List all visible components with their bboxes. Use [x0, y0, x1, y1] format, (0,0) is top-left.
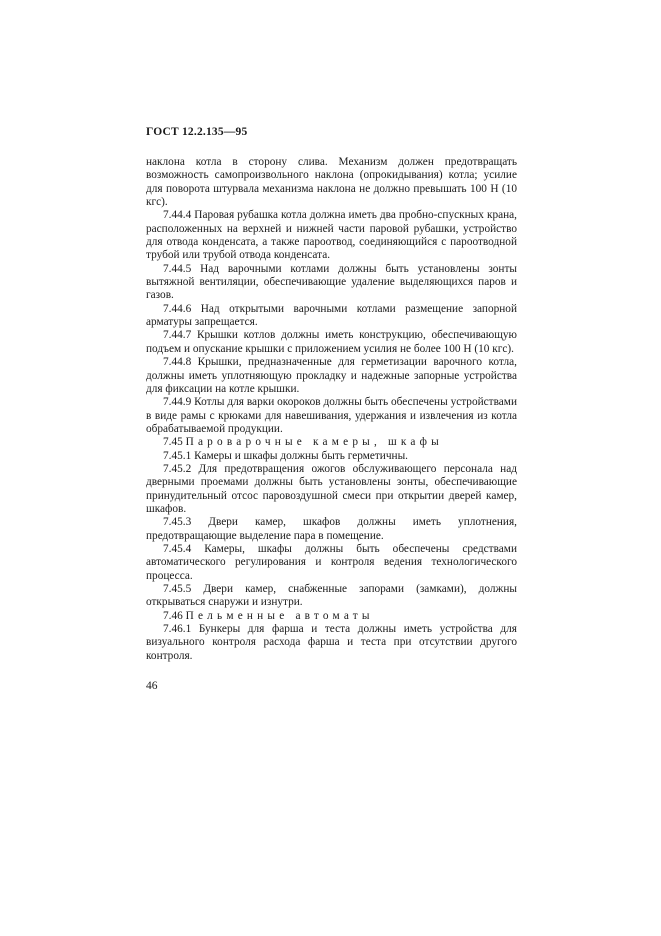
- paragraph-7-45-1: 7.45.1 Камеры и шкафы должны быть герметичны.: [163, 449, 408, 462]
- section-heading-7-45: [146, 436, 517, 449]
- section-number: 7.45: [163, 436, 183, 449]
- page-number: 46: [146, 680, 158, 692]
- section-heading-7-46: [146, 610, 517, 623]
- paragraph-7-44-9: 7.44.9 Котлы для варки окороков должны быть обеспечены устройствами в виде рамы с крюками для навешивания, удержания и извлечения из котла обрабатываемой продукции.: [146, 396, 517, 435]
- paragraph-7-45-2: 7.45.2 Для предотвращения ожогов обслуживающего персонала над дверными проемами должны быть установлены зонты, обеспечивающие принудительный отсос паровоздушной смеси при открытии дверей камер, шкафов.: [146, 462, 517, 515]
- paragraph-continuation: наклона котла в сторону слива. Механизм должен предотвращать возможность самопроизвольного наклона (опрокидывания) котла; усилие для поворота штурвала механизма наклона не должно превышать 100 Н (10 кгс).: [146, 156, 517, 209]
- paragraph-7-45-3: 7.45.3 Двери камер, шкафов должны иметь уплотнения, предотвращающие выделение пара в помещение.: [146, 516, 517, 542]
- paragraph-7-46-1: 7.46.1 Бункеры для фарша и теста должны иметь устройства для визуального контроля расхода фарша и теста при отсутствии другого контроля.: [146, 623, 517, 662]
- document-header: ГОСТ 12.2.135—95: [146, 126, 248, 138]
- section-title: Пароварочные камеры, шкафы: [185, 436, 443, 449]
- paragraph-7-44-8: 7.44.8 Крышки, предназначенные для герметизации варочного котла, должны иметь уплотняющую прокладку и надежные запорные устройства для фиксации на котле крышки.: [146, 356, 517, 395]
- paragraph-7-44-5: 7.44.5 Над варочными котлами должны быть установлены зонты вытяжной вентиляции, обеспечивающие удаление выделяющихся паров и газов.: [146, 262, 517, 302]
- paragraph-7-44-6: 7.44.6 Над открытыми варочными котлами размещение запорной арматуры запрещается.: [146, 302, 517, 329]
- body-text: [146, 156, 517, 663]
- section-number: 7.46: [163, 609, 183, 622]
- section-title: Пельменные автоматы: [185, 609, 374, 622]
- paragraph-7-44-4: 7.44.4 Паровая рубашка котла должна иметь два пробно-спускных крана, расположенных на верхней и нижней части паровой рубашки, устройство для отвода конденсата, а также пароотвод, соединяющийся с пароотводной трубой или трубой отвода конденсата.: [146, 209, 517, 262]
- paragraph-7-45-5: 7.45.5 Двери камер, снабженные запорами (замками), должны открываться снаружи и изнутри.: [146, 583, 517, 609]
- paragraph-7-44-7: 7.44.7 Крышки котлов должны иметь конструкцию, обеспечивающую подъем и опускание крышки с приложением усилия не более 100 Н (10 кгс).: [146, 329, 517, 355]
- paragraph-7-45-4: 7.45.4 Камеры, шкафы должны быть обеспечены средствами автоматического регулирования и контроля ведения технологического процесса.: [146, 542, 517, 582]
